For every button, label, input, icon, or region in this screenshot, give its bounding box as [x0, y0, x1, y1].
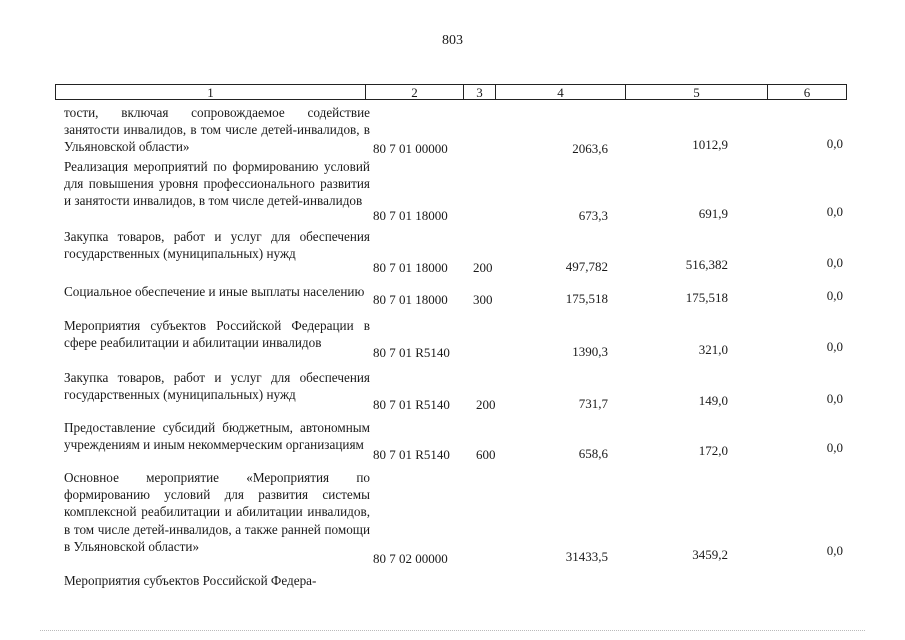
row-value-4: 31433,5 [565, 549, 608, 564]
row-vr: 200 [476, 397, 496, 412]
row-code: 80 7 01 00000 [373, 141, 448, 156]
row-name: Реализация мероприятий по формированию условий для повышения уровня профессионального развития и занятости инвалидов, в том числе детей-инвалидов [64, 159, 370, 209]
row-value-6: 0,0 [826, 440, 843, 455]
row-vr: 600 [476, 447, 496, 462]
row-name: Основное мероприятие «Мероприятия по формированию условий для развития системы комплексной реабилитации и абилитации инвалидов, в том числе детей-инвалидов, а также ранней помощи в Ульяновской области» [64, 470, 370, 554]
header-col-5: 5 [626, 85, 768, 99]
row-code: 80 7 01 18000 [373, 208, 448, 223]
header-col-6: 6 [803, 85, 811, 100]
table-header [55, 84, 847, 100]
row-name: Закупка товаров, работ и услуг для обеспечения государственных (муниципальных) нужд [64, 370, 370, 403]
row-code: 80 7 01 R5140 [373, 447, 450, 462]
row-value-5: 321,0 [698, 342, 728, 357]
row-value-6: 0,0 [826, 288, 843, 303]
row-value-6: 0,0 [826, 136, 843, 151]
header-col-2: 2 [366, 85, 464, 99]
row-value-5: 175,518 [685, 290, 728, 305]
header-col-4: 4 [496, 85, 626, 99]
row-name: тости, включая сопровождаемое содействие занятости инвалидов, в том числе детей-инвалидов, в Ульяновской области» [64, 105, 370, 155]
row-name: Закупка товаров, работ и услуг для обеспечения государственных (муниципальных) нужд [64, 229, 370, 262]
row-value-6: 0,0 [826, 391, 843, 406]
row-value-5: 3459,2 [692, 547, 728, 562]
row-vr: 300 [473, 292, 493, 307]
row-code: 80 7 01 18000 [373, 260, 448, 275]
row-value-4: 2063,6 [572, 141, 608, 156]
page-number: 803 [442, 33, 463, 48]
row-code: 80 7 01 18000 [373, 292, 448, 307]
row-value-4: 175,518 [565, 291, 608, 306]
row-value-4: 731,7 [578, 396, 608, 411]
header-col-1: 1 [56, 85, 366, 99]
row-value-6: 0,0 [826, 204, 843, 219]
row-value-6: 0,0 [826, 339, 843, 354]
row-name: Социальное обеспечение и иные выплаты населению [64, 284, 365, 299]
row-code: 80 7 02 00000 [373, 551, 448, 566]
row-name: Предоставление субсидий бюджетным, автономным учреждениям и иным некоммерческим организациям [64, 420, 370, 453]
scan-edge-divider [40, 630, 865, 631]
row-value-4: 658,6 [578, 446, 608, 461]
row-value-5: 691,9 [698, 206, 728, 221]
row-code: 80 7 01 R5140 [373, 345, 450, 360]
row-name: Мероприятия субъектов Российской Федерации в сфере реабилитации и абилитации инвалидов [64, 318, 370, 351]
row-value-5: 516,382 [685, 257, 728, 272]
row-value-4: 1390,3 [572, 344, 608, 359]
row-value-6: 0,0 [826, 543, 843, 558]
row-value-5: 1012,9 [692, 137, 728, 152]
row-vr: 200 [473, 260, 493, 275]
row-value-4: 497,782 [565, 259, 608, 274]
row-value-6: 0,0 [826, 255, 843, 270]
row-value-5: 172,0 [698, 443, 728, 458]
row-value-4: 673,3 [578, 208, 608, 223]
row-value-5: 149,0 [698, 393, 728, 408]
row-code: 80 7 01 R5140 [373, 397, 450, 412]
header-col-3: 3 [464, 85, 496, 99]
row-name: Мероприятия субъектов Российской Федера- [64, 573, 317, 588]
